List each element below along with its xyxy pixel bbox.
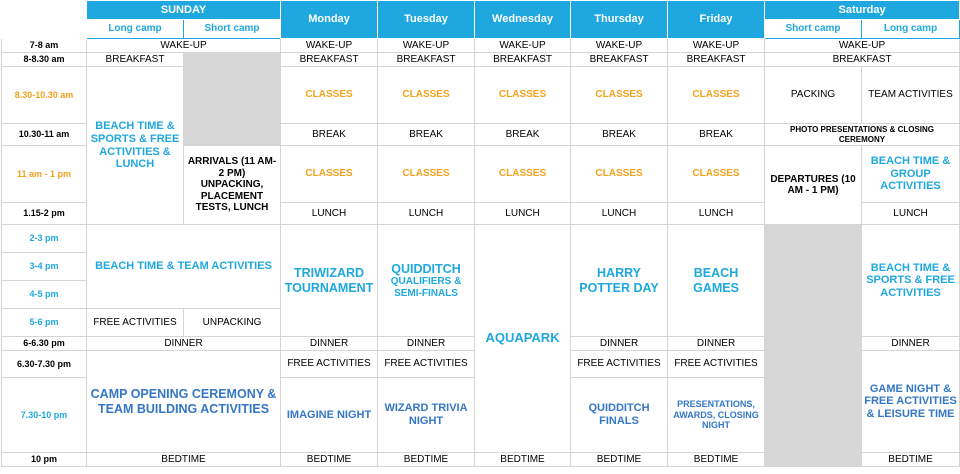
friday-classes-am: CLASSES: [668, 67, 765, 124]
saturday-long-bedtime: BEDTIME: [862, 453, 960, 467]
tuesday-quidditch-sub: QUALIFIERS & SEMI-FINALS: [390, 276, 462, 299]
thursday-harry-potter: HARRY POTTER DAY: [571, 225, 668, 337]
monday-lunch: LUNCH: [281, 203, 378, 225]
camp-schedule-table: [1, 0, 960, 467]
sunday-short-unpacking: UNPACKING: [184, 309, 281, 337]
header-wednesday: Wednesday: [475, 1, 571, 39]
monday-wakeup: WAKE-UP: [281, 39, 378, 53]
sunday-beach-team: BEACH TIME & TEAM ACTIVITIES: [87, 225, 281, 309]
saturday-breakfast: BREAKFAST: [765, 53, 960, 67]
thursday-lunch: LUNCH: [571, 203, 668, 225]
time-cell: 11 am - 1 pm: [2, 146, 87, 203]
time-cell: 10.30-11 am: [2, 124, 87, 146]
sunday-short-arrivals: ARRIVALS (11 AM-2 PM) UNPACKING, PLACEMENT TESTS, LUNCH: [184, 146, 281, 225]
time-cell: 3-4 pm: [2, 253, 87, 281]
sunday-opening-ceremony: CAMP OPENING CEREMONY & TEAM BUILDING ACTIVITIES: [87, 351, 281, 453]
wednesday-break: BREAK: [475, 124, 571, 146]
thursday-dinner: DINNER: [571, 337, 668, 351]
thursday-quidditch-finals: QUIDDITCH FINALS: [571, 378, 668, 453]
time-cell: 6.30-7.30 pm: [2, 351, 87, 378]
tuesday-bedtime: BEDTIME: [378, 453, 475, 467]
tuesday-trivia-night: WIZARD TRIVIA NIGHT: [378, 378, 475, 453]
wednesday-bedtime: BEDTIME: [475, 453, 571, 467]
thursday-wakeup: WAKE-UP: [571, 39, 668, 53]
time-cell: 8.30-10.30 am: [2, 67, 87, 124]
wednesday-lunch: LUNCH: [475, 203, 571, 225]
time-cell: 4-5 pm: [2, 281, 87, 309]
friday-free: FREE ACTIVITIES: [668, 351, 765, 378]
monday-classes-midday: CLASSES: [281, 146, 378, 203]
sunday-long-beach-sports: BEACH TIME & SPORTS & FREE ACTIVITIES & LUNCH: [87, 67, 184, 225]
wednesday-wakeup: WAKE-UP: [475, 39, 571, 53]
header-monday: Monday: [281, 1, 378, 39]
time-cell: 7.30-10 pm: [2, 378, 87, 453]
friday-wakeup: WAKE-UP: [668, 39, 765, 53]
saturday-short-departures: DEPARTURES (10 AM - 1 PM): [765, 146, 862, 225]
monday-imagine-night: IMAGINE NIGHT: [281, 378, 378, 453]
time-cell: 6-6.30 pm: [2, 337, 87, 351]
thursday-breakfast: BREAKFAST: [571, 53, 668, 67]
monday-breakfast: BREAKFAST: [281, 53, 378, 67]
sunday-long-free: FREE ACTIVITIES: [87, 309, 184, 337]
friday-dinner: DINNER: [668, 337, 765, 351]
header-sunday-short: Short camp: [184, 20, 281, 39]
friday-lunch: LUNCH: [668, 203, 765, 225]
saturday-long-dinner: DINNER: [862, 337, 960, 351]
monday-dinner: DINNER: [281, 337, 378, 351]
time-cell: 7-8 am: [2, 39, 87, 53]
friday-break: BREAK: [668, 124, 765, 146]
time-cell: 5-6 pm: [2, 309, 87, 337]
thursday-free: FREE ACTIVITIES: [571, 351, 668, 378]
monday-bedtime: BEDTIME: [281, 453, 378, 467]
sunday-long-breakfast: BREAKFAST: [87, 53, 184, 67]
friday-beach-games: BEACH GAMES: [668, 225, 765, 337]
friday-presentations: PRESENTATIONS, AWARDS, CLOSING NIGHT: [668, 378, 765, 453]
saturday-long-game-night: GAME NIGHT & FREE ACTIVITIES & LEISURE TIME: [862, 351, 960, 453]
tuesday-classes-am: CLASSES: [378, 67, 475, 124]
saturday-closing-ceremony: PHOTO PRESENTATIONS & CLOSING CEREMONY: [765, 124, 960, 146]
friday-bedtime: BEDTIME: [668, 453, 765, 467]
thursday-break: BREAK: [571, 124, 668, 146]
monday-triwizard: TRIWIZARD TOURNAMENT: [281, 225, 378, 337]
header-sunday: SUNDAY: [87, 1, 281, 20]
saturday-short-empty: [765, 225, 862, 467]
sunday-short-empty: [184, 53, 281, 146]
saturday-wakeup: WAKE-UP: [765, 39, 960, 53]
wednesday-classes-am: CLASSES: [475, 67, 571, 124]
tuesday-quidditch-title: QUIDDITCH: [391, 261, 461, 276]
monday-break: BREAK: [281, 124, 378, 146]
time-cell: 10 pm: [2, 453, 87, 467]
thursday-classes-am: CLASSES: [571, 67, 668, 124]
header-friday: Friday: [668, 1, 765, 39]
sunday-bedtime: BEDTIME: [87, 453, 281, 467]
time-cell: 2-3 pm: [2, 225, 87, 253]
saturday-long-beach-sports: BEACH TIME & SPORTS & FREE ACTIVITIES: [862, 225, 960, 337]
friday-breakfast: BREAKFAST: [668, 53, 765, 67]
saturday-long-lunch: LUNCH: [862, 203, 960, 225]
wednesday-aquapark: AQUAPARK: [475, 225, 571, 453]
tuesday-classes-midday: CLASSES: [378, 146, 475, 203]
sunday-dinner: DINNER: [87, 337, 281, 351]
sunday-wakeup: WAKE-UP: [87, 39, 281, 53]
friday-classes-midday: CLASSES: [668, 146, 765, 203]
tuesday-breakfast: BREAKFAST: [378, 53, 475, 67]
header-saturday-short: Short camp: [765, 20, 862, 39]
time-cell: 1.15-2 pm: [2, 203, 87, 225]
tuesday-lunch: LUNCH: [378, 203, 475, 225]
saturday-long-team: TEAM ACTIVITIES: [862, 67, 960, 124]
tuesday-quidditch-block: [378, 225, 475, 337]
saturday-short-packing: PACKING: [765, 67, 862, 124]
wednesday-classes-midday: CLASSES: [475, 146, 571, 203]
tuesday-wakeup: WAKE-UP: [378, 39, 475, 53]
tuesday-break: BREAK: [378, 124, 475, 146]
header-saturday-long: Long camp: [862, 20, 960, 39]
monday-classes-am: CLASSES: [281, 67, 378, 124]
time-cell: 8-8.30 am: [2, 53, 87, 67]
header-saturday: Saturday: [765, 1, 960, 20]
monday-free: FREE ACTIVITIES: [281, 351, 378, 378]
header-tuesday: Tuesday: [378, 1, 475, 39]
thursday-classes-midday: CLASSES: [571, 146, 668, 203]
wednesday-breakfast: BREAKFAST: [475, 53, 571, 67]
tuesday-dinner: DINNER: [378, 337, 475, 351]
thursday-bedtime: BEDTIME: [571, 453, 668, 467]
saturday-long-beach-group: BEACH TIME & GROUP ACTIVITIES: [862, 146, 960, 203]
corner-cell: [2, 1, 87, 39]
header-sunday-long: Long camp: [87, 20, 184, 39]
tuesday-free: FREE ACTIVITIES: [378, 351, 475, 378]
header-thursday: Thursday: [571, 1, 668, 39]
